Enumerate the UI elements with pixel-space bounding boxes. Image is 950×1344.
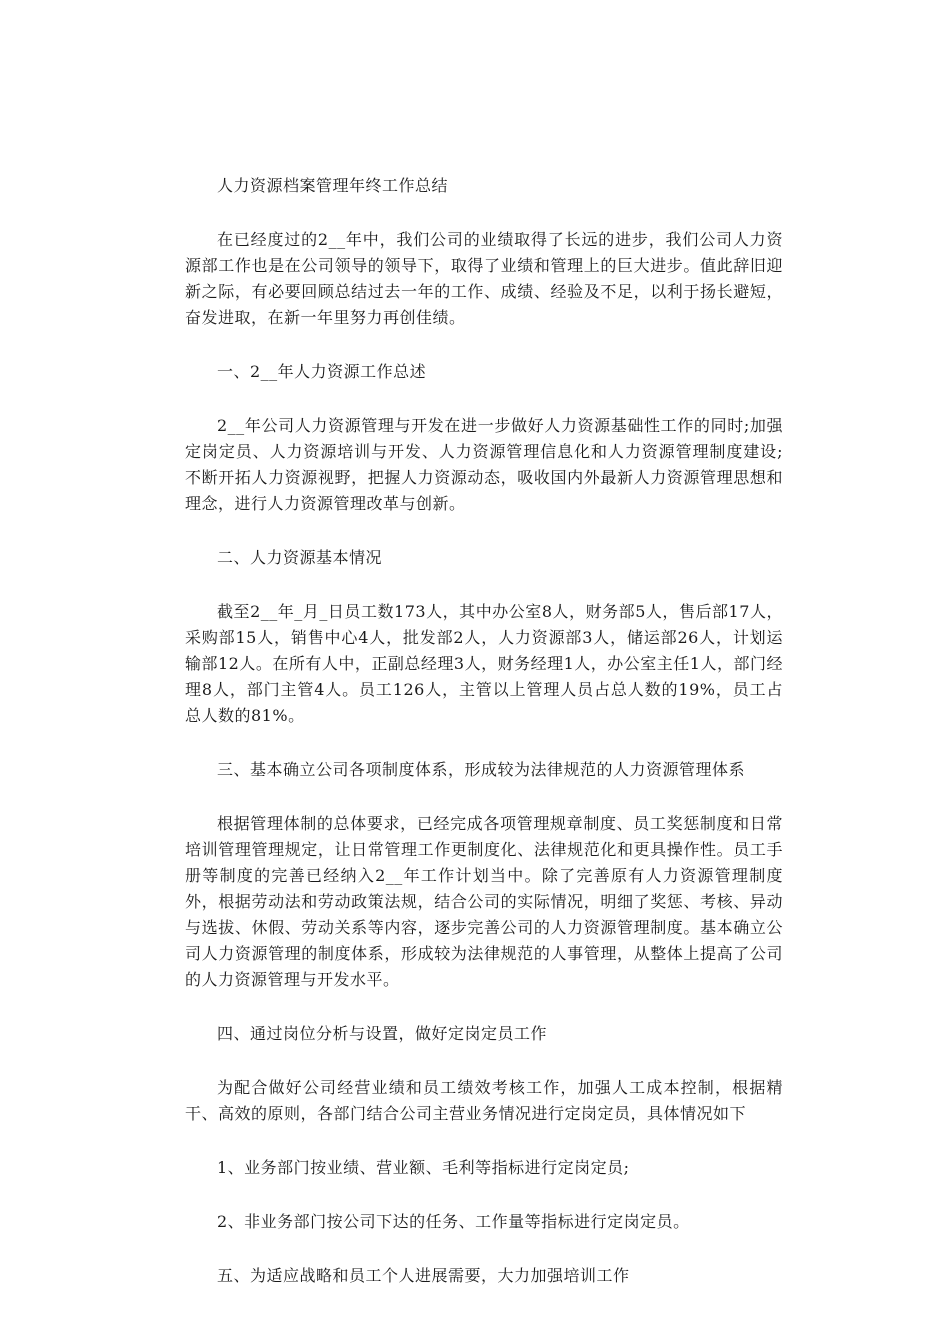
section-heading-3: 三、基本确立公司各项制度体系，形成较为法律规范的人力资源管理体系 xyxy=(217,760,746,779)
section-heading-2: 二、人力资源基本情况 xyxy=(217,548,383,567)
list-item-1: 1、业务部门按业绩、营业额、毛利等指标进行定岗定员; xyxy=(217,1158,630,1177)
section-heading-5: 五、为适应战略和员工个人进展需要，大力加强培训工作 xyxy=(217,1266,630,1285)
section-body-1: 2__年公司人力资源管理与开发在进一步做好人力资源基础性工作的同时;加强定岗定员、人力资源培训与开发、人力资源管理信息化和人力资源管理制度建设;不断开拓人力资源视野，把握人力资源动态，吸收国内外最新人力资源管理思想和理念，进行人力资源管理改革与创新。 xyxy=(185,416,783,513)
document-title: 人力资源档案管理年终工作总结 xyxy=(217,176,449,195)
section-body-2: 截至2__年_月_日员工数173人，其中办公室8人，财务部5人，售后部17人，采购部15人，销售中心4人，批发部2人，人力资源部3人，储运部26人，计划运输部12人。在所有人中，正副总经理3人，财务经理1人，办公室主任1人，部门经理8人，部门主管4人。员工126人，主管以上管理人员占总人数的19%，员工占总人数的81%。 xyxy=(185,602,783,725)
section-heading-1: 一、2__年人力资源工作总述 xyxy=(217,362,427,381)
section-body-4: 为配合做好公司经营业绩和员工绩效考核工作，加强人工成本控制，根据精干、高效的原则，各部门结合公司主营业务情况进行定岗定员，具体情况如下 xyxy=(185,1078,783,1123)
section-body-3: 根据管理体制的总体要求，已经完成各项管理规章制度、员工奖惩制度和日常培训管理管理规定，让日常管理工作更制度化、法律规范化和更具操作性。员工手册等制度的完善已经纳入2__年工作计划当中。除了完善原有人力资源管理制度外，根据劳动法和劳动政策法规，结合公司的实际情况，明细了奖惩、考核、异动与选拔、休假、劳动关系等内容，逐步完善公司的人力资源管理制度。基本确立公司人力资源管理的制度体系，形成较为法律规范的人事管理，从整体上提高了公司的人力资源管理与开发水平。 xyxy=(185,814,783,989)
intro-paragraph: 在已经度过的2__年中，我们公司的业绩取得了长远的进步，我们公司人力资源部工作也是在公司领导的领导下，取得了业绩和管理上的巨大进步。值此辞旧迎新之际，有必要回顾总结过去一年的工作、成绩、经验及不足，以利于扬长避短，奋发进取，在新一年里努力再创佳绩。 xyxy=(185,230,783,327)
list-item-2: 2、非业务部门按公司下达的任务、工作量等指标进行定岗定员。 xyxy=(217,1212,690,1231)
document-page xyxy=(185,173,783,1289)
section-heading-4: 四、通过岗位分析与设置，做好定岗定员工作 xyxy=(217,1024,548,1043)
